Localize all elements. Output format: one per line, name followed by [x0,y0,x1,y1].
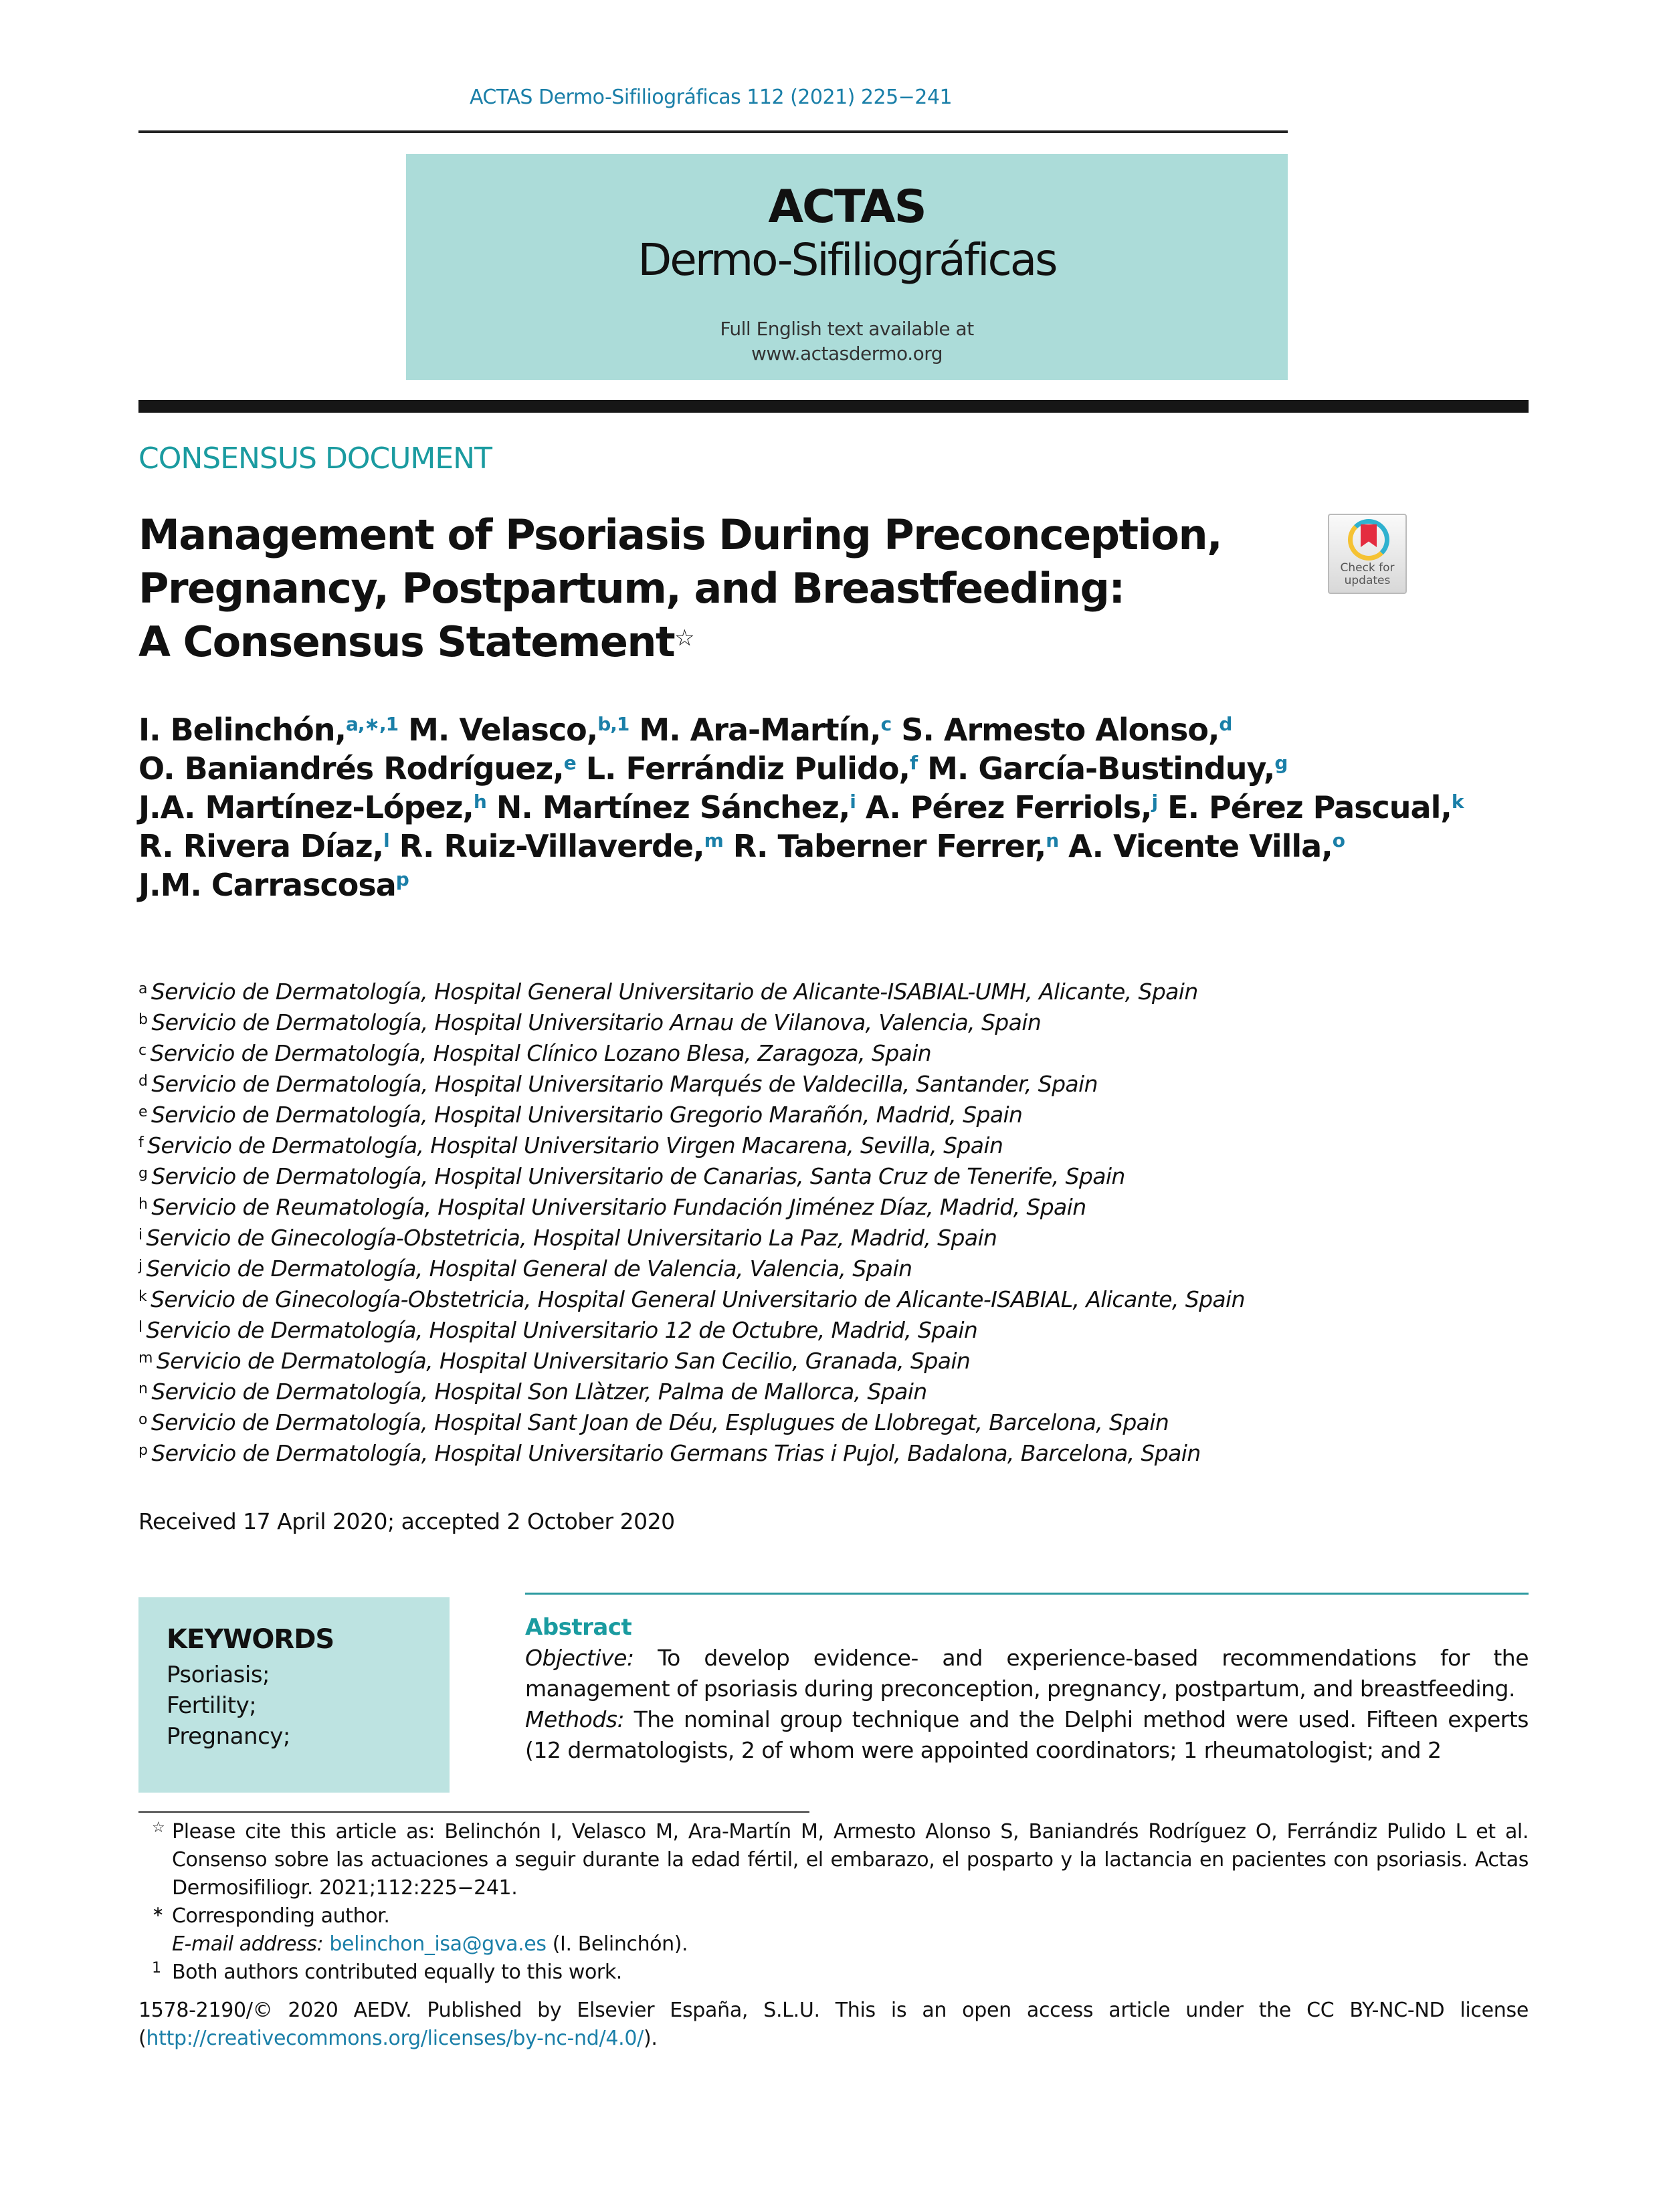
author-line [138,749,1476,788]
abstract [525,1612,1529,1766]
check-for-updates-button[interactable] [1328,514,1407,594]
keywords-box [138,1597,450,1793]
author: R. Ruiz-Villaverde, [399,828,704,864]
author-affiliation-marker[interactable]: f [909,752,918,774]
license-link[interactable]: http://creativecommons.org/licenses/by-nc-nd/4.0/ [146,2027,644,2050]
author-affiliation-marker[interactable]: n [1046,829,1059,851]
journal-reference[interactable]: ACTAS Dermo-Sifiliográficas 112 (2021) 225−241 [469,86,953,109]
journal-website[interactable]: www.actasdermo.org [751,342,943,365]
affiliation-item: $^j$ Servicio de Dermatología, Hospital General de Valencia, Valencia, Spain [138,1255,912,1282]
abstract-objective: Objective: To develop evidence- and experience-based recommendations for the management of psoriasis during preconception, pregnancy, postpartum, and breastfeeding. [525,1645,1529,1702]
author: J.A. Martínez-López, [138,789,474,825]
author-affiliation-marker[interactable]: l [383,829,389,851]
affiliation-item: $^g$ Servicio de Dermatología, Hospital Universitario de Canarias, Santa Cruz de Tenerife, Spain [138,1163,1125,1189]
author: O. Baniandrés Rodríguez, [138,750,564,787]
affiliation-item: $^b$ Servicio de Dermatología, Hospital Universitario Arnau de Vilanova, Valencia, Spain [138,1009,1042,1035]
journal-name-line2: Dermo-Sifiliográficas [638,234,1056,286]
author-affiliation-marker[interactable]: k [1451,791,1464,813]
author-affiliation-marker[interactable]: e [563,752,576,774]
author: M. García-Bustinduy, [927,750,1275,787]
author-affiliation-marker[interactable]: h [473,791,486,813]
author: J.M. Carrascosa [138,867,396,903]
availability-text: Full English text available at [720,318,974,340]
affiliation-item: $^k$ Servicio de Ginecología-Obstetricia, Hospital General Universitario de Alicante-ISABIAL, Alicante, Spain [138,1286,1245,1312]
journal-banner [406,154,1288,380]
title-line: A Consensus Statement☆ [138,617,694,666]
author: S. Armesto Alonso, [901,712,1219,748]
author-affiliation-marker[interactable]: c [880,713,892,735]
author: N. Martínez Sánchez, [496,789,850,825]
affiliation-item: $^l$ Servicio de Dermatología, Hospital Universitario 12 de Octubre, Madrid, Spain [138,1317,978,1343]
author-line [138,866,1476,904]
author-list [138,710,1476,904]
affiliation-item: $^m$ Servicio de Dermatología, Hospital Universitario San Cecilio, Granada, Spain [138,1348,971,1374]
star-footnote-icon[interactable]: ☆ [674,625,694,651]
author: L. Ferrándiz Pulido, [585,750,910,787]
footnotes [138,1818,1529,1987]
document-type-label: CONSENSUS DOCUMENT [138,441,492,476]
affiliation-item: $^n$ Servicio de Dermatología, Hospital Son Llàtzer, Palma de Mallorca, Spain [138,1379,927,1405]
keyword: Psoriasis; [167,1662,270,1688]
author: A. Vicente Villa, [1068,828,1333,864]
article-title [138,508,1242,669]
author-affiliation-marker[interactable]: d [1219,713,1232,735]
abstract-rule [525,1593,1529,1595]
author-affiliation-marker[interactable]: p [395,868,409,890]
section-divider [138,400,1529,413]
author: R. Taberner Ferrer, [733,828,1046,864]
affiliation-item: $^i$ Servicio de Ginecología-Obstetricia, Hospital Universitario La Paz, Madrid, Spain [138,1225,997,1251]
author: M. Ara-Martín, [639,712,881,748]
email-footnote: E-mail address: belinchon_isa@gva.es (I. Belinchón). [172,1932,688,1956]
author-affiliation-marker[interactable]: b,1 [597,713,629,735]
keywords-heading: KEYWORDS [167,1624,334,1655]
affiliation-item: $^p$ Servicio de Dermatología, Hospital Universitario Germans Trias i Pujol, Badalona, Barcelona, Spain [138,1440,1201,1466]
affiliation-item: $^e$ Servicio de Dermatología, Hospital Universitario Gregorio Marañón, Madrid, Spain [138,1102,1023,1128]
author-line [138,710,1476,749]
abstract-methods: Methods: The nominal group technique and the Delphi method were used. Fifteen experts (12 dermatologists, 2 of whom were appointed coordinators; 1 rheumatologist; and 2 [525,1706,1529,1763]
keyword: Pregnancy; [167,1723,290,1750]
affiliation-item: $^c$ Servicio de Dermatología, Hospital Clínico Lozano Blesa, Zaragoza, Spain [138,1040,932,1066]
check-updates-label: Check for updates [1340,561,1395,587]
affiliation-item: $^d$ Servicio de Dermatología, Hospital Universitario Marqués de Valdecilla, Santander, Spain [138,1071,1098,1097]
author: I. Belinchón, [138,712,346,748]
author: E. Pérez Pascual, [1167,789,1452,825]
header-rule [138,130,1288,133]
author-affiliation-marker[interactable]: a,∗,1 [346,713,399,735]
author: M. Velasco, [408,712,598,748]
title-line: Pregnancy, Postpartum, and Breastfeeding: [138,564,1125,613]
license-statement: 1578-2190/© 2020 AEDV. Published by Elsevier España, S.L.U. This is an open access article under the CC BY-NC-ND license (http://creativecommons.org/licenses/by-nc-nd/4.0/). [138,1999,1529,2050]
affiliation-item: $^a$ Servicio de Dermatología, Hospital General Universitario de Alicante-ISABIAL-UMH, Alicante, Spain [138,979,1198,1005]
keyword: Fertility; [167,1692,257,1719]
asterisk-icon: ∗ [152,1904,165,1920]
author-line [138,827,1476,866]
star-icon: ☆ [152,1819,165,1836]
affiliation-list [138,977,1476,1469]
author-affiliation-marker[interactable]: o [1332,829,1345,851]
author-affiliation-marker[interactable]: g [1274,752,1288,774]
corresponding-footnote: ∗ Corresponding author. [138,1902,1529,1930]
author: A. Pérez Ferriols, [865,789,1152,825]
equal-contribution-footnote: 1 Both authors contributed equally to this work. [152,1960,622,1984]
affiliation-item: $^o$ Servicio de Dermatología, Hospital Sant Joan de Déu, Esplugues de Llobregat, Barcelona, Spain [138,1409,1169,1435]
citation-footnote: ☆ Please cite this article as: Belinchón I, Velasco M, Ara-Martín M, Armesto Alonso S, Baniandrés Rodríguez O, Ferrándiz Pulido L et al. Consenso sobre las actuaciones a seguir durante la edad fértil, el embarazo, el posparto y la lactancia en pacientes con psoriasis. Actas Dermosifiliogr. 2021;112:225−241. [138,1818,1529,1902]
received-dates: Received 17 April 2020; accepted 2 October 2020 [138,1508,675,1534]
title-line: Management of Psoriasis During Preconception, [138,510,1222,559]
author-line [138,788,1476,827]
affiliation-item: $^f$ Servicio de Dermatología, Hospital Universitario Virgen Macarena, Sevilla, Spain [138,1132,1003,1159]
author: R. Rivera Díaz, [138,828,384,864]
journal-name-line1: ACTAS [768,181,926,233]
abstract-heading: Abstract [525,1614,632,1641]
email-link[interactable]: belinchon_isa@gva.es [329,1932,547,1956]
affiliation-item: $^h$ Servicio de Reumatología, Hospital Universitario Fundación Jiménez Díaz, Madrid, Spain [138,1194,1086,1220]
footnote-rule [138,1811,809,1813]
author-affiliation-marker[interactable]: m [704,829,723,851]
author-affiliation-marker[interactable]: j [1151,791,1158,813]
author-affiliation-marker[interactable]: i [850,791,856,813]
